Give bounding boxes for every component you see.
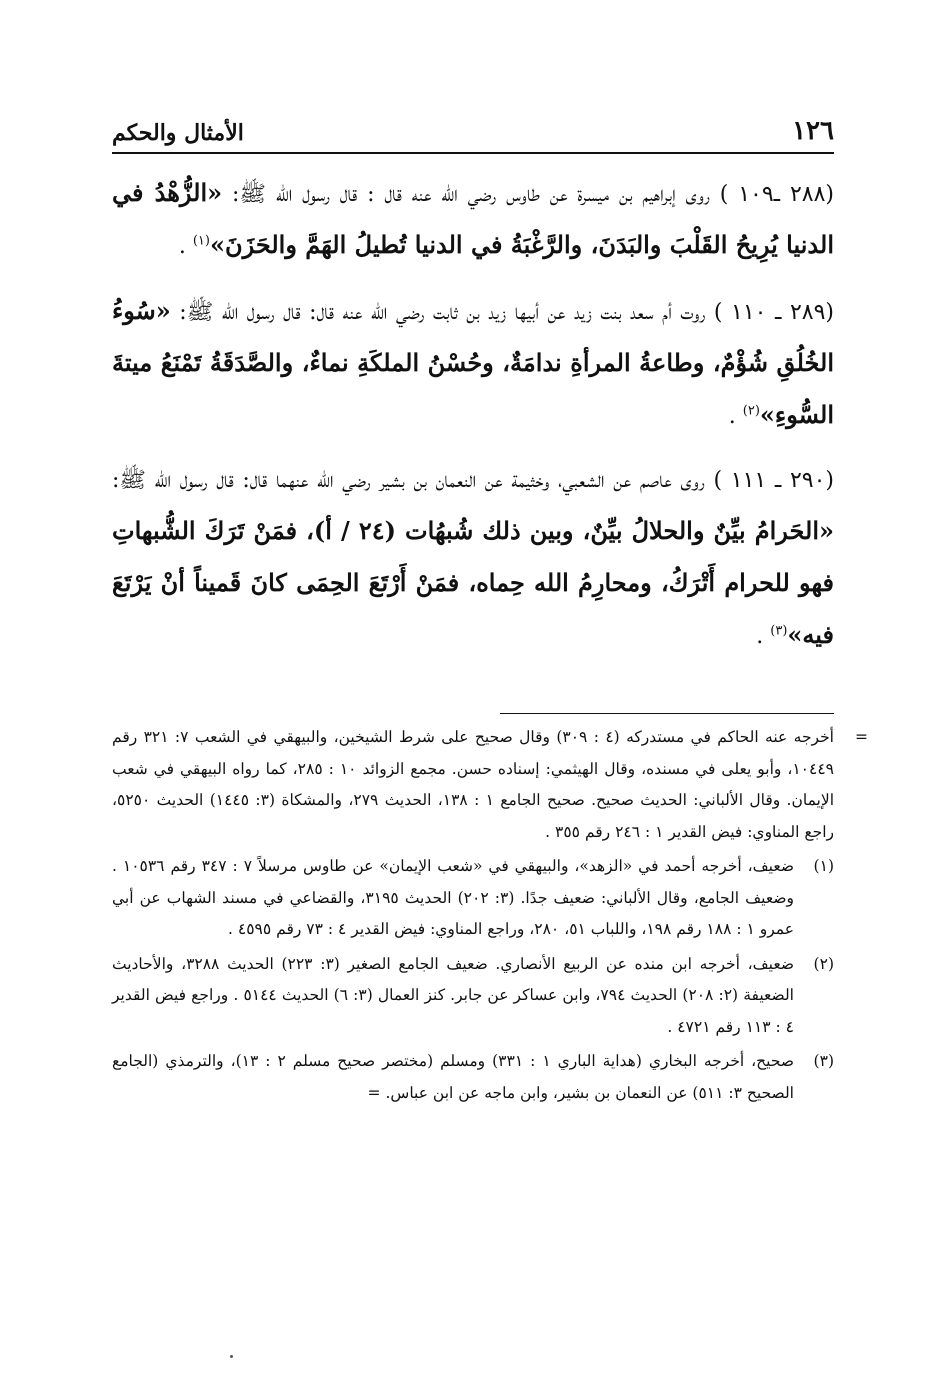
hadith-entry-289: (٢٨٩ ـ ١١٠ ) روت أم سعد بنت زيد عن أبيها زيد بن ثابت رضي الله عنه قال: قال رسول الله ﷺ: «سُوءُ الخُلُقِ شُؤْمٌ، وطاعةُ المرأةِ ندامَةٌ، وحُسْنُ الملكَةِ نماءٌ، والصَّدَقَةُ تَمْنَعُ ميتةَ السُّوءِ»$^{(٢)}$ . xyxy=(112,296,834,429)
scan-speck xyxy=(230,1355,233,1358)
page-number: ١٢٦ xyxy=(792,116,834,146)
hadith-entry-288: (٢٨٨ ـ١٠٩ ) روى إبراهيم بن ميسرة عن طاوس رضي الله عنه قال : قال رسول الله ﷺ: «الزُّهْدُ في الدنيا يُرِيحُ القَلْبَ والبَدَنَ، والرَّغْبَةُ في الدنيا تُطيلُ الهَمَّ والحَزَنَ»$^{(١)}$ . xyxy=(112,178,834,259)
footnote-3: (٣) صحيح، أخرجه البخاري (هداية الباري ١ : ٣٣١) ومسلم (مختصر صحيح مسلم ٢ : ١٣)، والترمذي (الجامع الصحيح ٣: ٥١١) عن النعمان بن بشير، وابن ماجه عن ابن عباس. = xyxy=(112,1046,834,1109)
hadith-text: «سُوءُ الخُلُقِ شُؤْمٌ، وطاعةُ المرأةِ ندامَةٌ، وحُسْنُ الملكَةِ نماءٌ، والصَّدَقَةُ تَمْنَعُ ميتةَ السُّوءِ» xyxy=(112,296,834,429)
footnote-separator xyxy=(500,713,834,714)
hadith-text: «الزُّهْدُ في الدنيا يُرِيحُ القَلْبَ والبَدَنَ، والرَّغْبَةُ في الدنيا تُطيلُ الهَمَّ والحَزَنَ» xyxy=(112,178,834,259)
hadith-text: «الحَرامُ بيِّنٌ والحلالُ بيِّنٌ، وبين ذلك شُبهُات (٢٤ / أ)، فمَنْ تَرَكَ الشُّبهاتِ فهو للحرام أَتْرَكُ، ومحارِمُ الله حِماه، فمَنْ أَرْتَعَ الحِمَى كانَ قَميناً أنْ يَرْتَعَ فيه» xyxy=(112,516,834,649)
footnote-ref: (٢) xyxy=(742,403,760,419)
entry-intro: (٢٨٩ ـ ١١٠ ) روت أم سعد بنت زيد عن أبيها زيد بن ثابت رضي الله عنه قال: قال رسول الله ﷺ: xyxy=(170,300,834,325)
entry-intro: (٢٨٨ ـ١٠٩ ) روى إبراهيم بن ميسرة عن طاوس رضي الله عنه قال : قال رسول الله ﷺ: xyxy=(222,182,834,207)
footnote-1: (١) ضعيف، أخرجه أحمد في «الزهد»، والبيهقي في «شعب الإيمان» عن طاوس مرسلاً ٧ : ٣٤٧ رقم ١٠٥٣٦ . وضعيف الجامع، وقال الألباني: ضعيف جدًا. (٣: ٢٠٢) الحديث ٣١٩٥، والقضاعي في مسند الشهاب عن أبي عمرو ١ : ١٨٨ رقم ١٩٨، واللباب ٥١، ٢٨٠، وراجع المناوي: فيض القدير ٤ : ٧٣ رقم ٤٥٩٥ . xyxy=(112,851,834,946)
footnote-number: (١) xyxy=(813,857,834,875)
footnote-2: (٢) ضعيف، أخرجه ابن منده عن الربيع الأنصاري. ضعيف الجامع الصغير (٣: ٢٢٣) الحديث ٣٢٨٨، والأحاديث الضعيفة (٢: ٢٠٨) الحديث ٧٩٤، وابن عساكر عن جابر. كنز العمال (٣: ٦) الحديث ٥١٤٤ . وراجع فيض القدير ٤ : ١١٣ رقم ٤٧٢١ . xyxy=(112,949,834,1044)
running-title: الأمثال والحكم xyxy=(112,120,244,146)
footnote-ref: (١) xyxy=(192,233,210,249)
header-rule xyxy=(112,152,834,154)
continuation-mark: = xyxy=(855,728,868,746)
footnote-ref: (٣) xyxy=(770,623,788,639)
footnote-continued: = أخرجه عنه الحاكم في مستدركه (٤ : ٣٠٩) وقال صحيح على شرط الشيخين، والبيهقي في الشعب ٧: ٣٢١ رقم ١٠٤٤٩، وأبو يعلى في مسنده، وقال الهيثمي: إسناده حسن. مجمع الزوائد ١٠ : ٢٨٥، كما رواه البيهقي في شعب الإيمان. وقال الألباني: الحديث صحيح. صحيح الجامع ١ : ١٣٨، الحديث ٢٧٩، والمشكاة (٣: ١٤٤٥) الحديث ٥٢٥٠، راجع المناوي: فيض القدير ١ : ٢٤٦ رقم ٣٥٥ . xyxy=(112,722,834,848)
page-header xyxy=(112,112,834,146)
main-text xyxy=(112,168,834,676)
footnote-number: (٣) xyxy=(813,1052,834,1070)
footnote-number: (٢) xyxy=(813,954,834,973)
continuation-end-mark: = xyxy=(367,1083,381,1102)
footnotes xyxy=(112,722,868,1112)
hadith-entry-290: (٢٩٠ ـ ١١١ ) روى عاصم عن الشعبي، وخثيمة عن النعمان بن بشير رضي الله عنهما قال: قال رسول الله ﷺ: «الحَرامُ بيِّنٌ والحلالُ بيِّنٌ، وبين ذلك شُبهُات (٢٤ / أ)، فمَنْ تَرَكَ الشُّبهاتِ فهو للحرام أَتْرَكُ، ومحارِمُ الله حِماه، فمَنْ أَرْتَعَ الحِمَى كانَ قَميناً أنْ يَرْتَعَ فيه»$^{(٣)}$ . xyxy=(112,468,835,649)
entry-intro: (٢٩٠ ـ ١١١ ) روى عاصم عن الشعبي، وخثيمة عن النعمان بن بشير رضي الله عنهما قال: قال رسول الله ﷺ: xyxy=(112,468,835,493)
